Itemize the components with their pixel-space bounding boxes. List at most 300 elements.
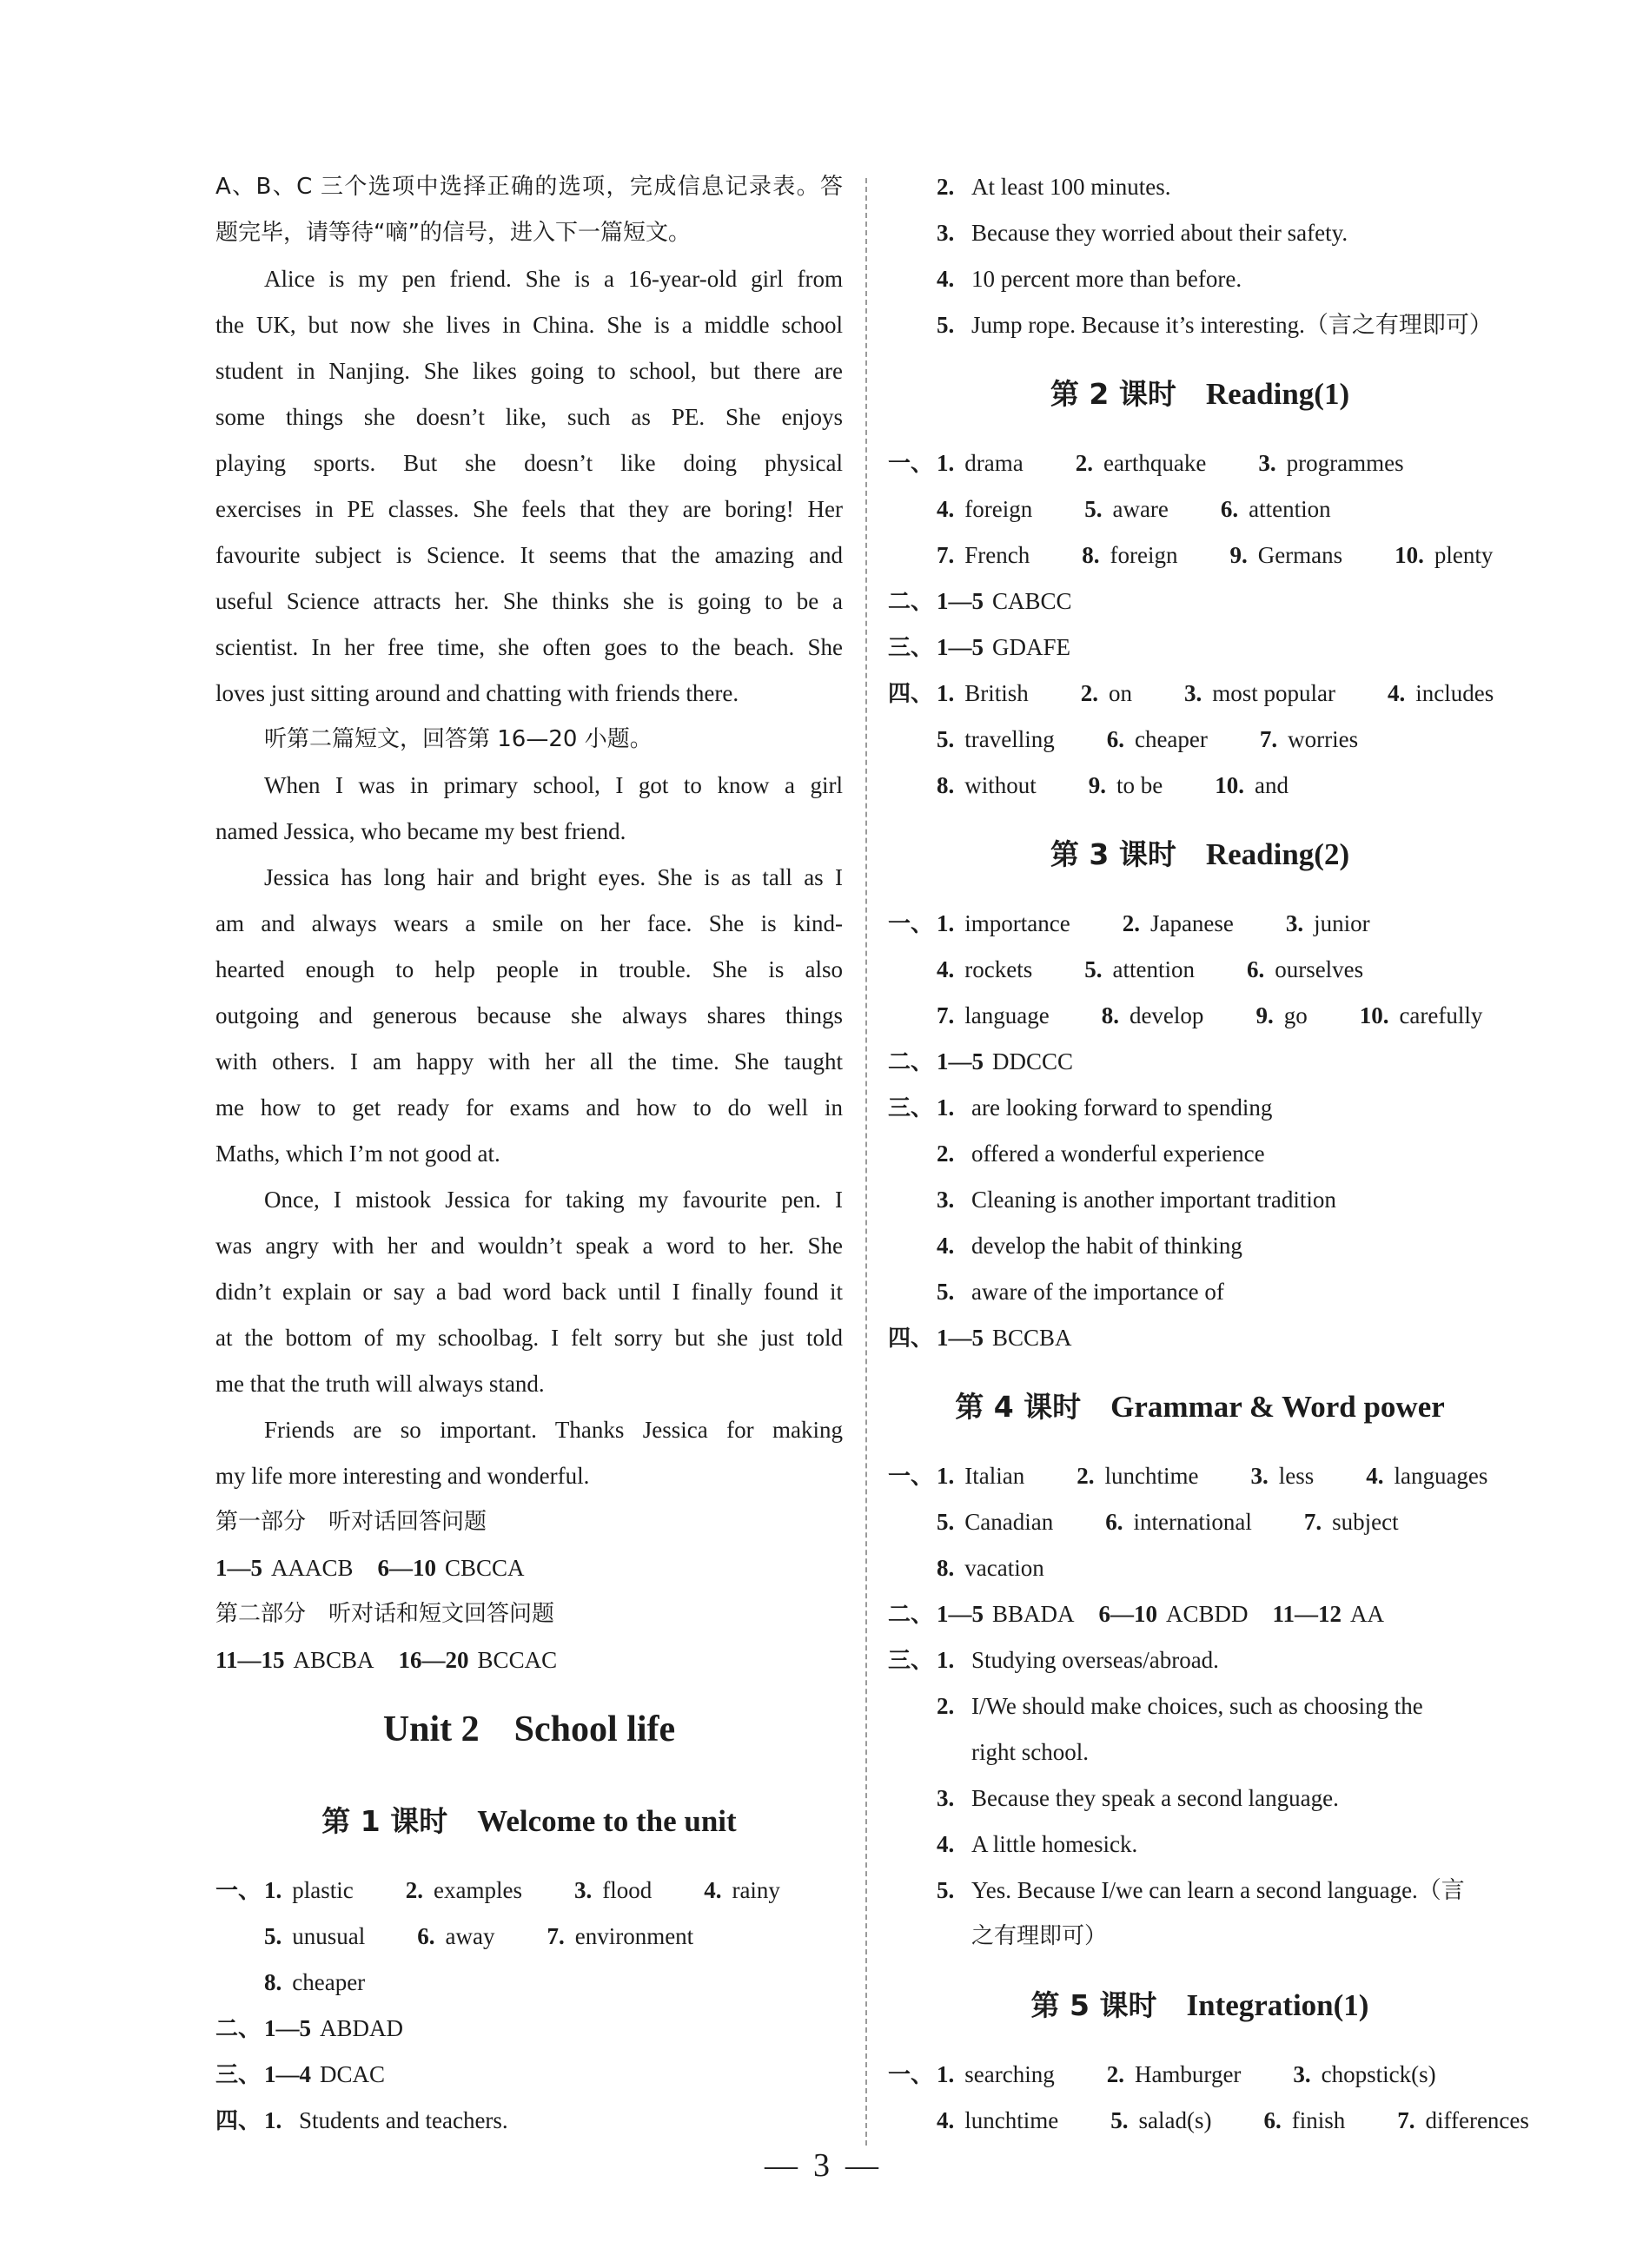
answer-item bbox=[1076, 450, 1233, 476]
question-number: 6. bbox=[1246, 956, 1265, 982]
passage-line: useful Science attracts her. She thinks she is going to be a bbox=[215, 588, 843, 614]
passage-line: with others. I am happy with her all the time. She taught bbox=[215, 1048, 843, 1074]
answer-text: Because they speak a second language. bbox=[971, 1785, 1339, 1811]
answer-word: subject bbox=[1332, 1509, 1399, 1535]
answer-item bbox=[1258, 450, 1429, 476]
answer-text: aware of the importance of bbox=[971, 1279, 1224, 1305]
answer-list bbox=[888, 164, 1512, 348]
unit-number: Unit 2 bbox=[382, 1709, 480, 1749]
answer-item bbox=[1081, 680, 1158, 706]
answer-text: Yes. Because I/we can learn a second language.（言 bbox=[971, 1877, 1465, 1903]
section-label: 一、 bbox=[888, 451, 934, 477]
answer-item bbox=[1286, 910, 1396, 936]
question-number: 1. bbox=[937, 1094, 955, 1121]
answer-items bbox=[937, 901, 1422, 947]
question-number: 3. bbox=[937, 1785, 955, 1811]
answer-key-group bbox=[1099, 1601, 1249, 1627]
section-label: 二、 bbox=[215, 2016, 262, 2042]
answer-word: importance bbox=[964, 910, 1070, 936]
section-label: 四、 bbox=[888, 1326, 934, 1352]
answer-item bbox=[1263, 2107, 1371, 2133]
answer-row bbox=[888, 1683, 1512, 1729]
question-number: 8. bbox=[937, 772, 955, 798]
answer-word: environment bbox=[574, 1923, 694, 1949]
question-number: 7. bbox=[1397, 2107, 1415, 2133]
answer-row bbox=[888, 1591, 1512, 1637]
question-number: 1. bbox=[264, 1877, 282, 1903]
answer-row bbox=[888, 1177, 1512, 1223]
answer-word: unusual bbox=[292, 1923, 366, 1949]
passage-line: at the bottom of my schoolbag. I felt sorry but she just told bbox=[215, 1325, 843, 1351]
answer-item bbox=[1105, 1509, 1278, 1535]
answer-text: 10 percent more than before. bbox=[971, 266, 1242, 292]
answer-item bbox=[1123, 910, 1260, 936]
answer-items bbox=[937, 1499, 1451, 1545]
question-number: 5. bbox=[937, 726, 955, 752]
unit-name: School life bbox=[513, 1709, 676, 1749]
answer-word: travelling bbox=[964, 726, 1055, 752]
question-range: 1—5 bbox=[937, 1325, 984, 1351]
section-label: 三、 bbox=[888, 1095, 934, 1121]
answer-row bbox=[215, 2052, 843, 2098]
answer-items bbox=[937, 947, 1415, 993]
lesson-title: Reading(2) bbox=[1205, 837, 1350, 871]
section-label: 三、 bbox=[888, 1648, 934, 1674]
answer-letters: AA bbox=[1350, 1601, 1385, 1627]
question-number: 3. bbox=[1258, 450, 1276, 476]
answer-item bbox=[1360, 1002, 1509, 1028]
question-number: 8. bbox=[264, 1969, 282, 1995]
lesson-number: 第 5 课时 bbox=[1030, 1988, 1157, 2022]
answer-row bbox=[888, 1729, 1512, 1775]
answer-text: right school. bbox=[971, 1739, 1089, 1765]
answer-word: plastic bbox=[292, 1877, 354, 1903]
answer-item bbox=[1077, 1463, 1224, 1489]
answer-block bbox=[888, 2052, 1529, 2144]
passage-line: was angry with her and wouldn’t speak a word to her. She bbox=[215, 1233, 843, 1259]
question-number: 6. bbox=[1106, 726, 1124, 752]
question-range: 1—5 bbox=[937, 634, 984, 660]
answer-word: ourselves bbox=[1275, 956, 1364, 982]
answer-row bbox=[888, 210, 1512, 256]
answer-item bbox=[547, 1923, 719, 1949]
section-label: 一、 bbox=[888, 911, 934, 937]
answer-text: offered a wonderful experience bbox=[971, 1141, 1265, 1167]
answer-row bbox=[888, 717, 1512, 763]
question-number: 5. bbox=[264, 1923, 282, 1949]
passage-line: named Jessica, who became my best friend. bbox=[215, 818, 626, 844]
answer-item bbox=[937, 1463, 1050, 1489]
question-number: 3. bbox=[937, 1187, 955, 1213]
answer-word: searching bbox=[964, 2061, 1055, 2087]
answer-word: attention bbox=[1249, 496, 1331, 522]
question-number: 5. bbox=[937, 1877, 955, 1903]
answer-item bbox=[264, 1877, 380, 1903]
answer-key-group bbox=[399, 1647, 558, 1673]
answer-letters: BCCBA bbox=[992, 1325, 1072, 1351]
question-number: 7. bbox=[937, 1002, 955, 1028]
question-number: 10. bbox=[1395, 542, 1424, 568]
question-number: 4. bbox=[937, 2107, 955, 2133]
answer-text: Cleaning is another important tradition bbox=[971, 1187, 1336, 1213]
question-number: 6. bbox=[1263, 2107, 1282, 2133]
answer-row bbox=[888, 302, 1512, 348]
answer-items bbox=[937, 717, 1410, 763]
answer-block bbox=[888, 1453, 1512, 1591]
answer-item bbox=[704, 1877, 806, 1903]
passage-line: When I was in primary school, I got to know a girl bbox=[264, 772, 843, 798]
answer-item bbox=[1255, 1002, 1333, 1028]
answer-items bbox=[937, 993, 1534, 1039]
question-number: 2. bbox=[1106, 2061, 1124, 2087]
question-number: 4. bbox=[1366, 1463, 1384, 1489]
answer-row bbox=[888, 671, 1512, 717]
answer-row bbox=[215, 1960, 843, 2006]
answer-word: less bbox=[1278, 1463, 1315, 1489]
answer-word: chopstick(s) bbox=[1321, 2061, 1436, 2087]
lesson-heading bbox=[888, 1960, 1512, 2052]
answer-word: to be bbox=[1116, 772, 1163, 798]
answer-item bbox=[937, 542, 1056, 568]
question-number: 7. bbox=[1259, 726, 1278, 752]
passage-line: the UK, but now she lives in China. She is a middle school bbox=[215, 312, 843, 338]
answer-row bbox=[215, 1914, 843, 1960]
question-number: 2. bbox=[1080, 680, 1099, 706]
question-number: 4. bbox=[937, 1233, 955, 1259]
question-number: 2. bbox=[937, 174, 955, 200]
answer-word: Canadian bbox=[964, 1509, 1054, 1535]
passage-line: me that the truth will always stand. bbox=[215, 1371, 545, 1397]
intro-line: 题完毕，请等待“嘀”的信号，进入下一篇短文。 bbox=[215, 220, 691, 246]
answer-items bbox=[937, 2098, 1581, 2144]
question-number: 7. bbox=[1303, 1509, 1322, 1535]
answer-key-row bbox=[215, 1545, 843, 1591]
answer-letters: AAACB bbox=[271, 1555, 354, 1581]
passage-line: loves just sitting around and chatting with friends there. bbox=[215, 680, 739, 706]
passage-line: favourite subject is Science. It seems that the amazing and bbox=[215, 542, 843, 568]
answer-letters: BCCAC bbox=[477, 1647, 558, 1673]
passage-line: am and always wears a smile on her face. She is kind- bbox=[215, 910, 843, 936]
answer-letters: ACBDD bbox=[1166, 1601, 1249, 1627]
answer-text: Because they worried about their safety. bbox=[971, 220, 1348, 246]
passage-line: didn’t explain or say a bad word back until I finally found it bbox=[215, 1279, 843, 1305]
answer-word: finish bbox=[1291, 2107, 1346, 2133]
answer-item bbox=[937, 450, 1050, 476]
answer-word: Germans bbox=[1257, 542, 1343, 568]
answer-items bbox=[264, 1914, 745, 1960]
answer-key-group bbox=[378, 1555, 525, 1581]
question-range: 6—10 bbox=[377, 1555, 437, 1581]
answer-row bbox=[888, 579, 1512, 625]
answer-row bbox=[888, 1499, 1512, 1545]
answer-word: rockets bbox=[964, 956, 1033, 982]
page-number: — 3 — bbox=[765, 2147, 878, 2184]
answer-row bbox=[888, 947, 1512, 993]
answer-row bbox=[888, 1868, 1512, 1914]
question-number: 3. bbox=[1293, 2061, 1311, 2087]
answer-row bbox=[888, 164, 1512, 210]
answer-item bbox=[1082, 542, 1203, 568]
question-number: 2. bbox=[1122, 910, 1140, 936]
part-heading: 第二部分 听对话和短文回答问题 bbox=[215, 1601, 555, 1627]
passage-line: some things she doesn’t like, such as PE. She enjoys bbox=[215, 404, 843, 430]
passage-line: student in Nanjing. She likes going to school, but there are bbox=[215, 358, 843, 384]
question-number: 4. bbox=[937, 1831, 955, 1857]
answer-word: lunchtime bbox=[964, 2107, 1059, 2133]
answer-item bbox=[937, 2107, 1084, 2133]
answer-item bbox=[1304, 1509, 1425, 1535]
question-range: 1—4 bbox=[264, 2061, 311, 2087]
answer-word: salad(s) bbox=[1138, 2107, 1212, 2133]
question-number: 5. bbox=[937, 312, 955, 338]
answer-block bbox=[888, 671, 1512, 809]
answer-item bbox=[937, 726, 1081, 752]
answer-word: attention bbox=[1112, 956, 1195, 982]
question-number: 7. bbox=[547, 1923, 565, 1949]
answer-item bbox=[937, 2061, 1081, 2087]
answer-row bbox=[888, 1085, 1512, 1131]
answer-row bbox=[888, 1223, 1512, 1269]
answer-word: aware bbox=[1112, 496, 1169, 522]
passage-line: Alice is my pen friend. She is a 16-year-old girl from bbox=[264, 266, 843, 292]
section-label: 一、 bbox=[215, 1878, 262, 1904]
answer-word: drama bbox=[964, 450, 1024, 476]
answer-word: language bbox=[964, 1002, 1050, 1028]
answer-item bbox=[1388, 680, 1520, 706]
answer-word: worries bbox=[1288, 726, 1359, 752]
question-number: 5. bbox=[1110, 2107, 1129, 2133]
question-number: 5. bbox=[1084, 496, 1103, 522]
answer-text: Students and teachers. bbox=[299, 2107, 508, 2133]
answer-word: international bbox=[1133, 1509, 1252, 1535]
answer-text: Studying overseas/abroad. bbox=[971, 1647, 1219, 1673]
intro-line: A、B、C 三个选项中选择正确的选项，完成信息记录表。答 bbox=[215, 174, 843, 200]
answer-letters: DDCCC bbox=[992, 1048, 1074, 1074]
question-number: 4. bbox=[1388, 680, 1406, 706]
question-number: 4. bbox=[937, 496, 955, 522]
answer-row bbox=[888, 1131, 1512, 1177]
answer-row bbox=[888, 763, 1512, 809]
answer-letters: BBADA bbox=[992, 1601, 1075, 1627]
answer-text: At least 100 minutes. bbox=[971, 174, 1171, 200]
passage-line: Once, I mistook Jessica for taking my favourite pen. I bbox=[264, 1187, 843, 1213]
answer-word: differences bbox=[1425, 2107, 1529, 2133]
answer-word: on bbox=[1109, 680, 1133, 706]
answer-item bbox=[1293, 2061, 1461, 2087]
question-number: 9. bbox=[1255, 1002, 1274, 1028]
answer-text: A little homesick. bbox=[971, 1831, 1138, 1857]
question-number: 3. bbox=[1250, 1463, 1269, 1489]
answer-key-group bbox=[937, 1601, 1075, 1627]
answer-item bbox=[264, 1923, 391, 1949]
answer-item bbox=[1084, 956, 1221, 982]
answer-word: cheaper bbox=[1134, 726, 1208, 752]
question-number: 1. bbox=[937, 450, 955, 476]
question-range: 1—5 bbox=[937, 1601, 984, 1627]
question-number: 4. bbox=[704, 1877, 722, 1903]
section-label: 四、 bbox=[215, 2108, 262, 2134]
question-number: 6. bbox=[1105, 1509, 1123, 1535]
section-label: 二、 bbox=[888, 589, 934, 615]
section-label: 三、 bbox=[215, 2062, 262, 2088]
answer-item bbox=[1110, 2107, 1237, 2133]
question-number: 9. bbox=[1229, 542, 1248, 568]
question-range: 1—5 bbox=[937, 588, 984, 614]
answer-word: plenty bbox=[1434, 542, 1494, 568]
answer-row bbox=[888, 532, 1512, 579]
answer-item bbox=[574, 1877, 678, 1903]
question-number: 1. bbox=[937, 910, 955, 936]
answer-item bbox=[937, 956, 1058, 982]
passage-paragraph bbox=[215, 855, 843, 1177]
passage-paragraph bbox=[215, 1407, 843, 1499]
passage-line: scientist. In her free time, she often goes to the beach. She bbox=[215, 634, 843, 660]
question-number: 3. bbox=[1285, 910, 1304, 936]
listening-instruction: 听第二篇短文，回答第 16—20 小题。 bbox=[264, 726, 653, 752]
answer-item bbox=[264, 1969, 391, 1995]
answer-word: without bbox=[964, 772, 1037, 798]
passage-line: exercises in PE classes. She feels that they are boring! Her bbox=[215, 496, 843, 522]
answer-item bbox=[937, 496, 1058, 522]
answer-row bbox=[888, 1269, 1512, 1315]
left-column bbox=[215, 164, 843, 2144]
answer-row bbox=[888, 1775, 1512, 1822]
question-number: 2. bbox=[937, 1693, 955, 1719]
answer-word: develop bbox=[1129, 1002, 1204, 1028]
answer-row bbox=[888, 625, 1512, 671]
passage-line: Jessica has long hair and bright eyes. She is as tall as I bbox=[264, 864, 843, 890]
answer-row bbox=[888, 901, 1512, 947]
answer-text: develop the habit of thinking bbox=[971, 1233, 1242, 1259]
question-range: 11—15 bbox=[215, 1647, 285, 1673]
answer-block bbox=[888, 440, 1512, 579]
answer-word: go bbox=[1283, 1002, 1308, 1028]
answer-word: and bbox=[1255, 772, 1289, 798]
section-label: 三、 bbox=[888, 635, 934, 661]
answer-row bbox=[215, 1868, 843, 1914]
answer-text: 之有理即可） bbox=[971, 1923, 1108, 1949]
lesson-number: 第 2 课时 bbox=[1050, 377, 1176, 411]
lesson-heading bbox=[215, 1775, 843, 1868]
answer-word: away bbox=[445, 1923, 495, 1949]
answer-word: junior bbox=[1314, 910, 1370, 936]
answer-row bbox=[888, 2098, 1529, 2144]
passage-line: hearted enough to help people in trouble. She is also bbox=[215, 956, 843, 982]
answer-block bbox=[888, 1085, 1512, 1315]
answer-row bbox=[888, 1453, 1512, 1499]
answer-item bbox=[1184, 680, 1361, 706]
answer-item bbox=[937, 1509, 1079, 1535]
answer-items bbox=[937, 1545, 1096, 1591]
answer-item bbox=[1107, 726, 1234, 752]
question-number: 10. bbox=[1359, 1002, 1389, 1028]
answer-item bbox=[1221, 496, 1357, 522]
answer-letters: CABCC bbox=[992, 588, 1072, 614]
answer-word: flood bbox=[602, 1877, 653, 1903]
section-label: 四、 bbox=[888, 681, 934, 707]
answer-items bbox=[937, 763, 1341, 809]
answer-item bbox=[1215, 772, 1315, 798]
question-number: 1. bbox=[264, 2107, 282, 2133]
answer-key-row bbox=[215, 1637, 843, 1683]
section-label: 二、 bbox=[888, 1049, 934, 1075]
question-range: 1—5 bbox=[215, 1555, 262, 1581]
question-number: 8. bbox=[1082, 542, 1100, 568]
question-number: 9. bbox=[1088, 772, 1107, 798]
column-divider bbox=[865, 178, 867, 2146]
question-range: 16—20 bbox=[398, 1647, 469, 1673]
question-number: 6. bbox=[417, 1923, 435, 1949]
lesson-heading bbox=[888, 809, 1512, 901]
answer-row bbox=[888, 440, 1512, 486]
lesson-title: Grammar & Word power bbox=[1110, 1390, 1445, 1424]
section-label: 一、 bbox=[888, 1464, 934, 1490]
answer-item bbox=[1089, 772, 1189, 798]
answer-block bbox=[888, 901, 1512, 1039]
question-number: 5. bbox=[937, 1279, 955, 1305]
answer-item bbox=[1250, 1463, 1340, 1489]
answer-word: Japanese bbox=[1149, 910, 1234, 936]
answer-row bbox=[888, 2052, 1512, 2098]
question-number: 10. bbox=[1215, 772, 1245, 798]
lesson-number: 第 3 课时 bbox=[1050, 837, 1176, 871]
question-number: 1. bbox=[937, 2061, 955, 2087]
question-number: 1. bbox=[937, 1647, 955, 1673]
answer-items bbox=[937, 2052, 1488, 2098]
answer-row bbox=[888, 1637, 1512, 1683]
passage-line: Maths, which I’m not good at. bbox=[215, 1141, 500, 1167]
question-number: 5. bbox=[937, 1509, 955, 1535]
answer-word: earthquake bbox=[1103, 450, 1207, 476]
answer-row bbox=[215, 2006, 843, 2052]
answer-item bbox=[417, 1923, 520, 1949]
passage-paragraph bbox=[215, 1177, 843, 1407]
answer-letters: CBCCA bbox=[445, 1555, 525, 1581]
answer-letters: ABCBA bbox=[293, 1647, 374, 1673]
question-number: 7. bbox=[937, 542, 955, 568]
answer-item bbox=[937, 1002, 1076, 1028]
lesson-number: 第 4 课时 bbox=[955, 1390, 1082, 1424]
answer-key-group bbox=[1273, 1601, 1385, 1627]
answer-item bbox=[1260, 726, 1384, 752]
question-number: 8. bbox=[1101, 1002, 1119, 1028]
answer-word: carefully bbox=[1399, 1002, 1483, 1028]
lesson-number: 第 1 课时 bbox=[321, 1804, 448, 1838]
answer-text: are looking forward to spending bbox=[971, 1094, 1273, 1121]
unit-title bbox=[215, 1683, 843, 1775]
answer-row bbox=[888, 1822, 1512, 1868]
answer-row bbox=[888, 1039, 1512, 1085]
question-range: 6—10 bbox=[1098, 1601, 1158, 1627]
answer-item bbox=[1107, 2061, 1268, 2087]
answer-items bbox=[937, 671, 1546, 717]
question-range: 1—5 bbox=[937, 1048, 984, 1074]
answer-word: British bbox=[964, 680, 1029, 706]
question-number: 3. bbox=[573, 1877, 593, 1903]
answer-items bbox=[264, 1960, 417, 2006]
answer-word: programmes bbox=[1286, 450, 1404, 476]
passage-paragraph bbox=[215, 763, 843, 855]
question-number: 4. bbox=[937, 956, 955, 982]
passage-line: playing sports. But she doesn’t like doing physical bbox=[215, 450, 843, 476]
lesson-heading bbox=[888, 348, 1512, 440]
question-number: 5. bbox=[1084, 956, 1103, 982]
answer-row bbox=[888, 1545, 1512, 1591]
answer-row bbox=[888, 1914, 1512, 1960]
answer-row bbox=[888, 1315, 1512, 1361]
answer-items bbox=[937, 440, 1456, 486]
answer-row bbox=[888, 486, 1512, 532]
